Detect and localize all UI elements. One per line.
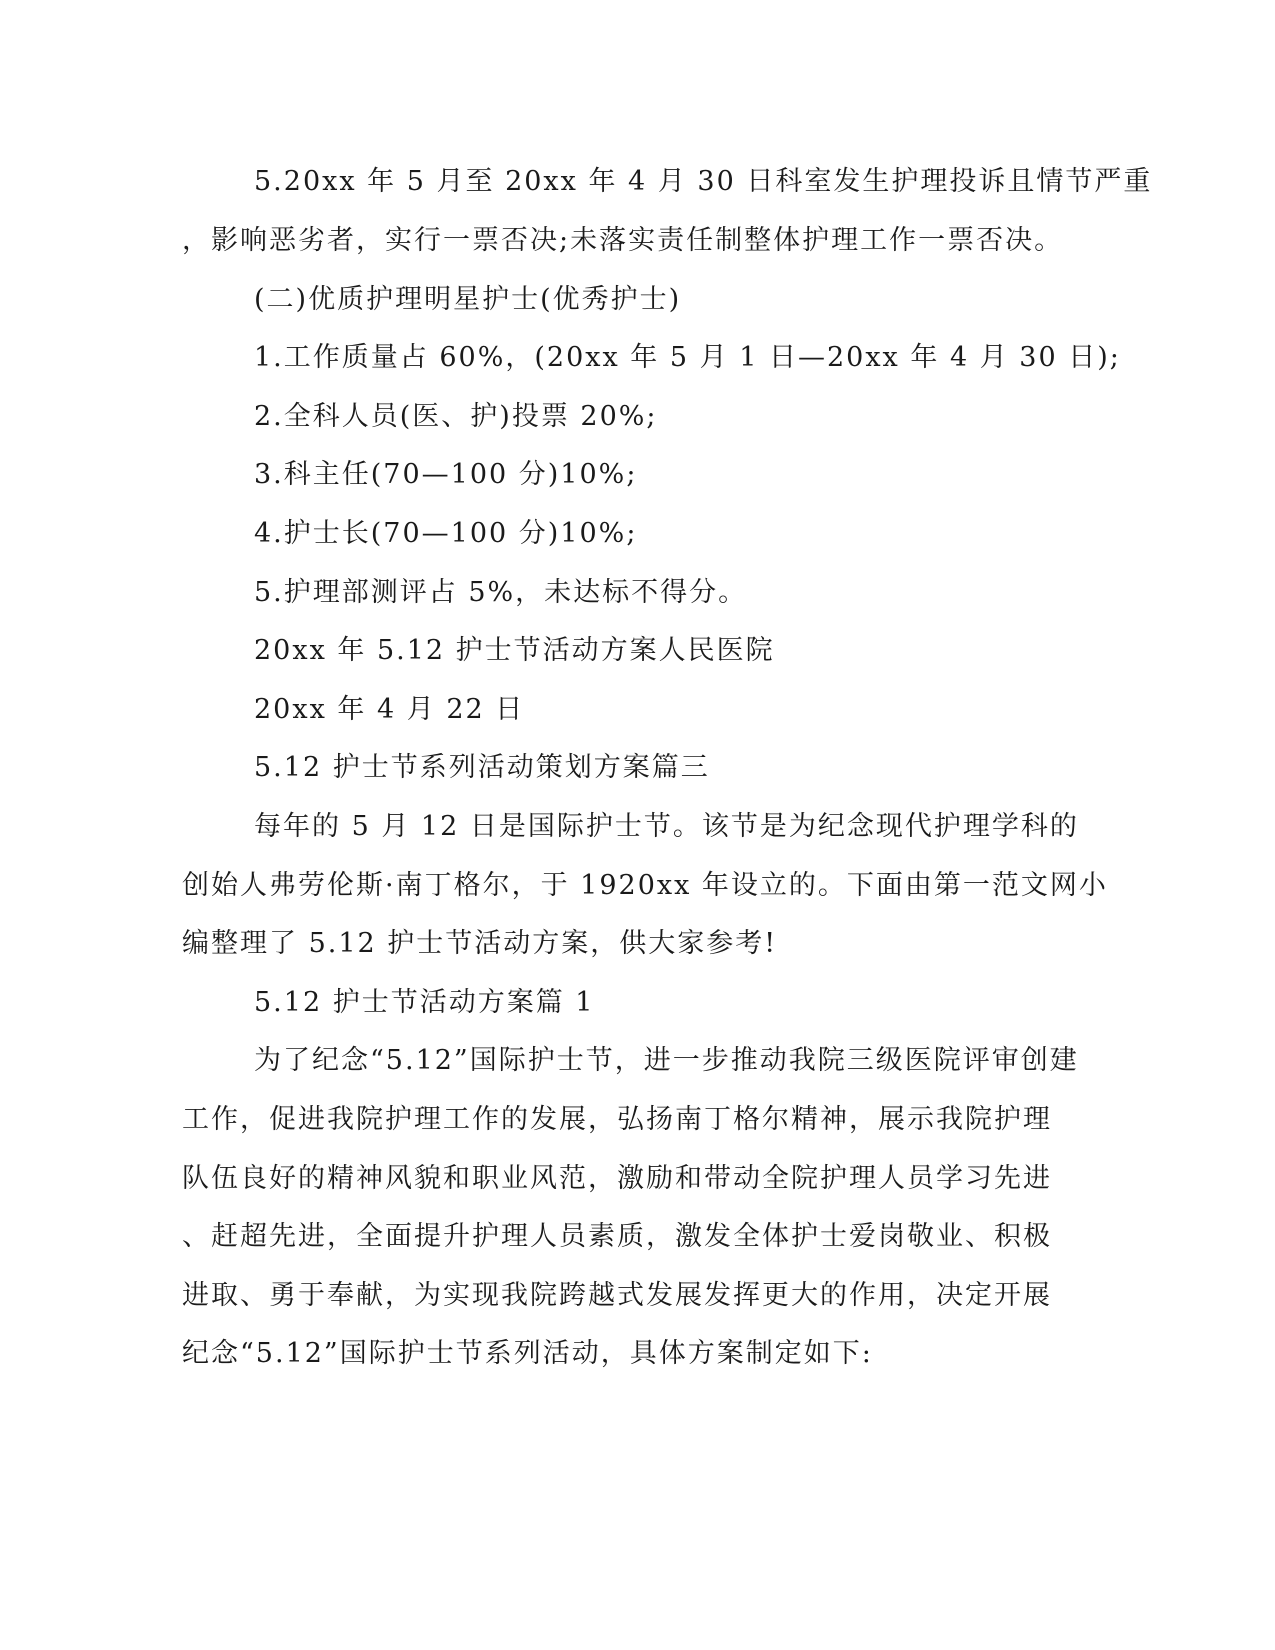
- list-item: 5.护理部测评占 5%，未达标不得分。: [254, 577, 748, 608]
- text-line: 纪念“5.12”国际护士节系列活动，具体方案制定如下:: [182, 1338, 873, 1369]
- list-item: 2.全科人员(医、护)投票 20%;: [254, 401, 658, 432]
- list-item: 3.科主任(70—100 分)10%;: [254, 459, 638, 490]
- text-line: 队伍良好的精神风貌和职业风范，激励和带动全院护理人员学习先进: [182, 1163, 1052, 1194]
- text-line: ，影响恶劣者，实行一票否决;未落实责任制整体护理工作一票否决。: [182, 225, 1064, 256]
- section-heading: (二)优质护理明星护士(优秀护士): [254, 284, 682, 315]
- signature-line: 20xx 年 5.12 护士节活动方案人民医院: [254, 635, 775, 666]
- date-line: 20xx 年 4 月 22 日: [254, 694, 525, 725]
- text-line: 、赶超先进，全面提升护理人员素质，激发全体护士爱岗敬业、积极: [182, 1221, 1052, 1252]
- section-heading: 5.12 护士节活动方案篇 1: [254, 987, 595, 1018]
- list-item: 1.工作质量占 60%，(20xx 年 5 月 1 日—20xx 年 4 月 30 日);: [254, 342, 1121, 373]
- text-line: 每年的 5 月 12 日是国际护士节。该节是为纪念现代护理学科的: [254, 811, 1079, 842]
- list-item: 4.护士长(70—100 分)10%;: [254, 518, 638, 549]
- text-line: 工作，促进我院护理工作的发展，弘扬南丁格尔精神，展示我院护理: [182, 1104, 1052, 1135]
- text-line: 进取、勇于奉献，为实现我院跨越式发展发挥更大的作用，决定开展: [182, 1280, 1052, 1311]
- text-line: 编整理了 5.12 护士节活动方案，供大家参考!: [182, 928, 778, 959]
- text-line: 为了纪念“5.12”国际护士节，进一步推动我院三级医院评审创建: [254, 1045, 1079, 1076]
- text-line: 创始人弗劳伦斯·南丁格尔，于 1920xx 年设立的。下面由第一范文网小: [182, 870, 1108, 901]
- text-line: 5.20xx 年 5 月至 20xx 年 4 月 30 日科室发生护理投诉且情节严重: [254, 166, 1153, 197]
- section-heading: 5.12 护士节系列活动策划方案篇三: [254, 752, 710, 783]
